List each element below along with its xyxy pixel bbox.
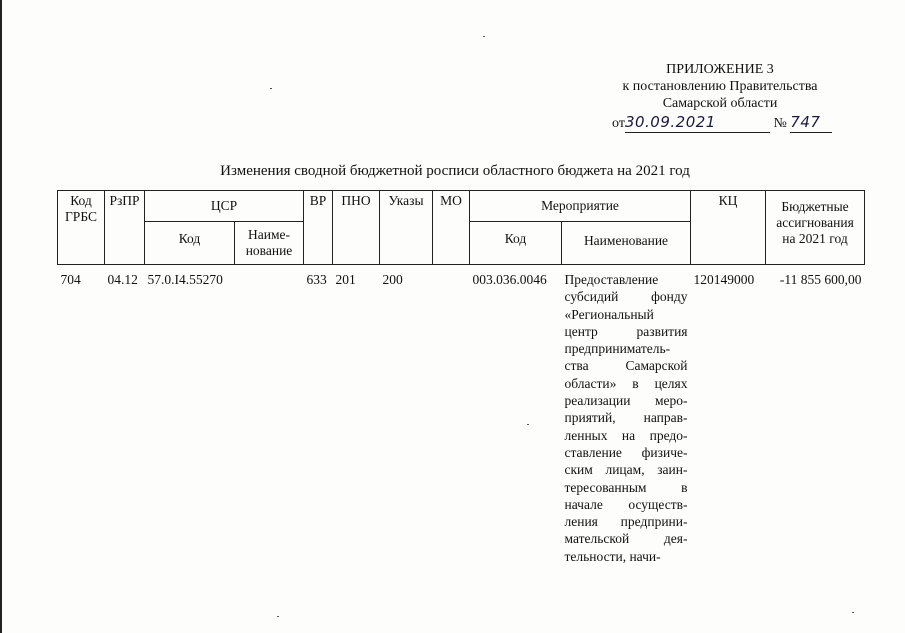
header-ukazy: Указы	[380, 191, 433, 265]
appendix-block	[560, 61, 880, 112]
appendix-line-2: Самарской области	[662, 96, 778, 111]
date-prefix: от	[612, 116, 625, 131]
date-field	[625, 113, 770, 133]
cell-rzpr: 04.12	[107, 272, 138, 287]
scan-speck	[852, 612, 854, 613]
number-prefix: №	[773, 116, 787, 131]
cell-mo	[433, 265, 470, 566]
header-mo: МО	[433, 191, 470, 265]
header-pno: ПНО	[333, 191, 380, 265]
header-event-name: Наименование	[562, 222, 691, 265]
header-kc: КЦ	[691, 191, 766, 265]
date-number-line	[612, 113, 832, 133]
header-csr: ЦСР	[145, 191, 304, 222]
cell-event-code: 003.036.0046	[472, 272, 547, 287]
header-rzpr: РзПР	[105, 191, 145, 265]
header-event-code: Код	[470, 222, 562, 265]
table-row	[58, 265, 865, 566]
cell-budget: -11 855 600,00	[779, 272, 862, 287]
header-budget: Бюджетные ассигнования на 2021 год	[766, 191, 865, 265]
cell-kc: 120149000	[693, 272, 755, 287]
header-grbs: Код ГРБС	[58, 191, 105, 265]
cell-csr-code: 57.0.I4.55270	[147, 272, 223, 287]
cell-csr-name	[235, 265, 304, 566]
number-field	[790, 113, 832, 133]
handwritten-date: 30.09.2021	[624, 113, 716, 131]
cell-event-name: Предоставление субсидий фонду «Региональный центр развития предприниматель-ства Самарской области» в целях реализации меро-приятий, направ-ленных на предо-ставление физиче-ским лицам, заин-тересованным в начале осуществ-ления предприни-мательской дея-тельности, начи-	[564, 272, 688, 564]
scan-speck	[277, 616, 279, 617]
header-vr: ВР	[304, 191, 333, 265]
header-event: Мероприятие	[470, 191, 691, 222]
handwritten-number: 747	[790, 113, 821, 131]
cell-ukazy: 200	[382, 272, 403, 287]
budget-changes-table	[57, 190, 865, 565]
scan-margin-line	[0, 0, 2, 633]
appendix-line-1: к постановлению Правительства	[622, 79, 818, 94]
cell-grbs: 704	[60, 272, 81, 287]
scan-speck	[270, 88, 272, 89]
header-csr-name: Наиме-нование	[235, 222, 304, 265]
header-csr-code: Код	[145, 222, 235, 265]
cell-vr: 633	[306, 272, 327, 287]
document-title: Изменения сводной бюджетной росписи областного бюджета на 2021 год	[220, 163, 690, 179]
scan-speck	[483, 36, 485, 37]
appendix-title: ПРИЛОЖЕНИЕ 3	[666, 62, 774, 77]
cell-pno: 201	[335, 272, 356, 287]
